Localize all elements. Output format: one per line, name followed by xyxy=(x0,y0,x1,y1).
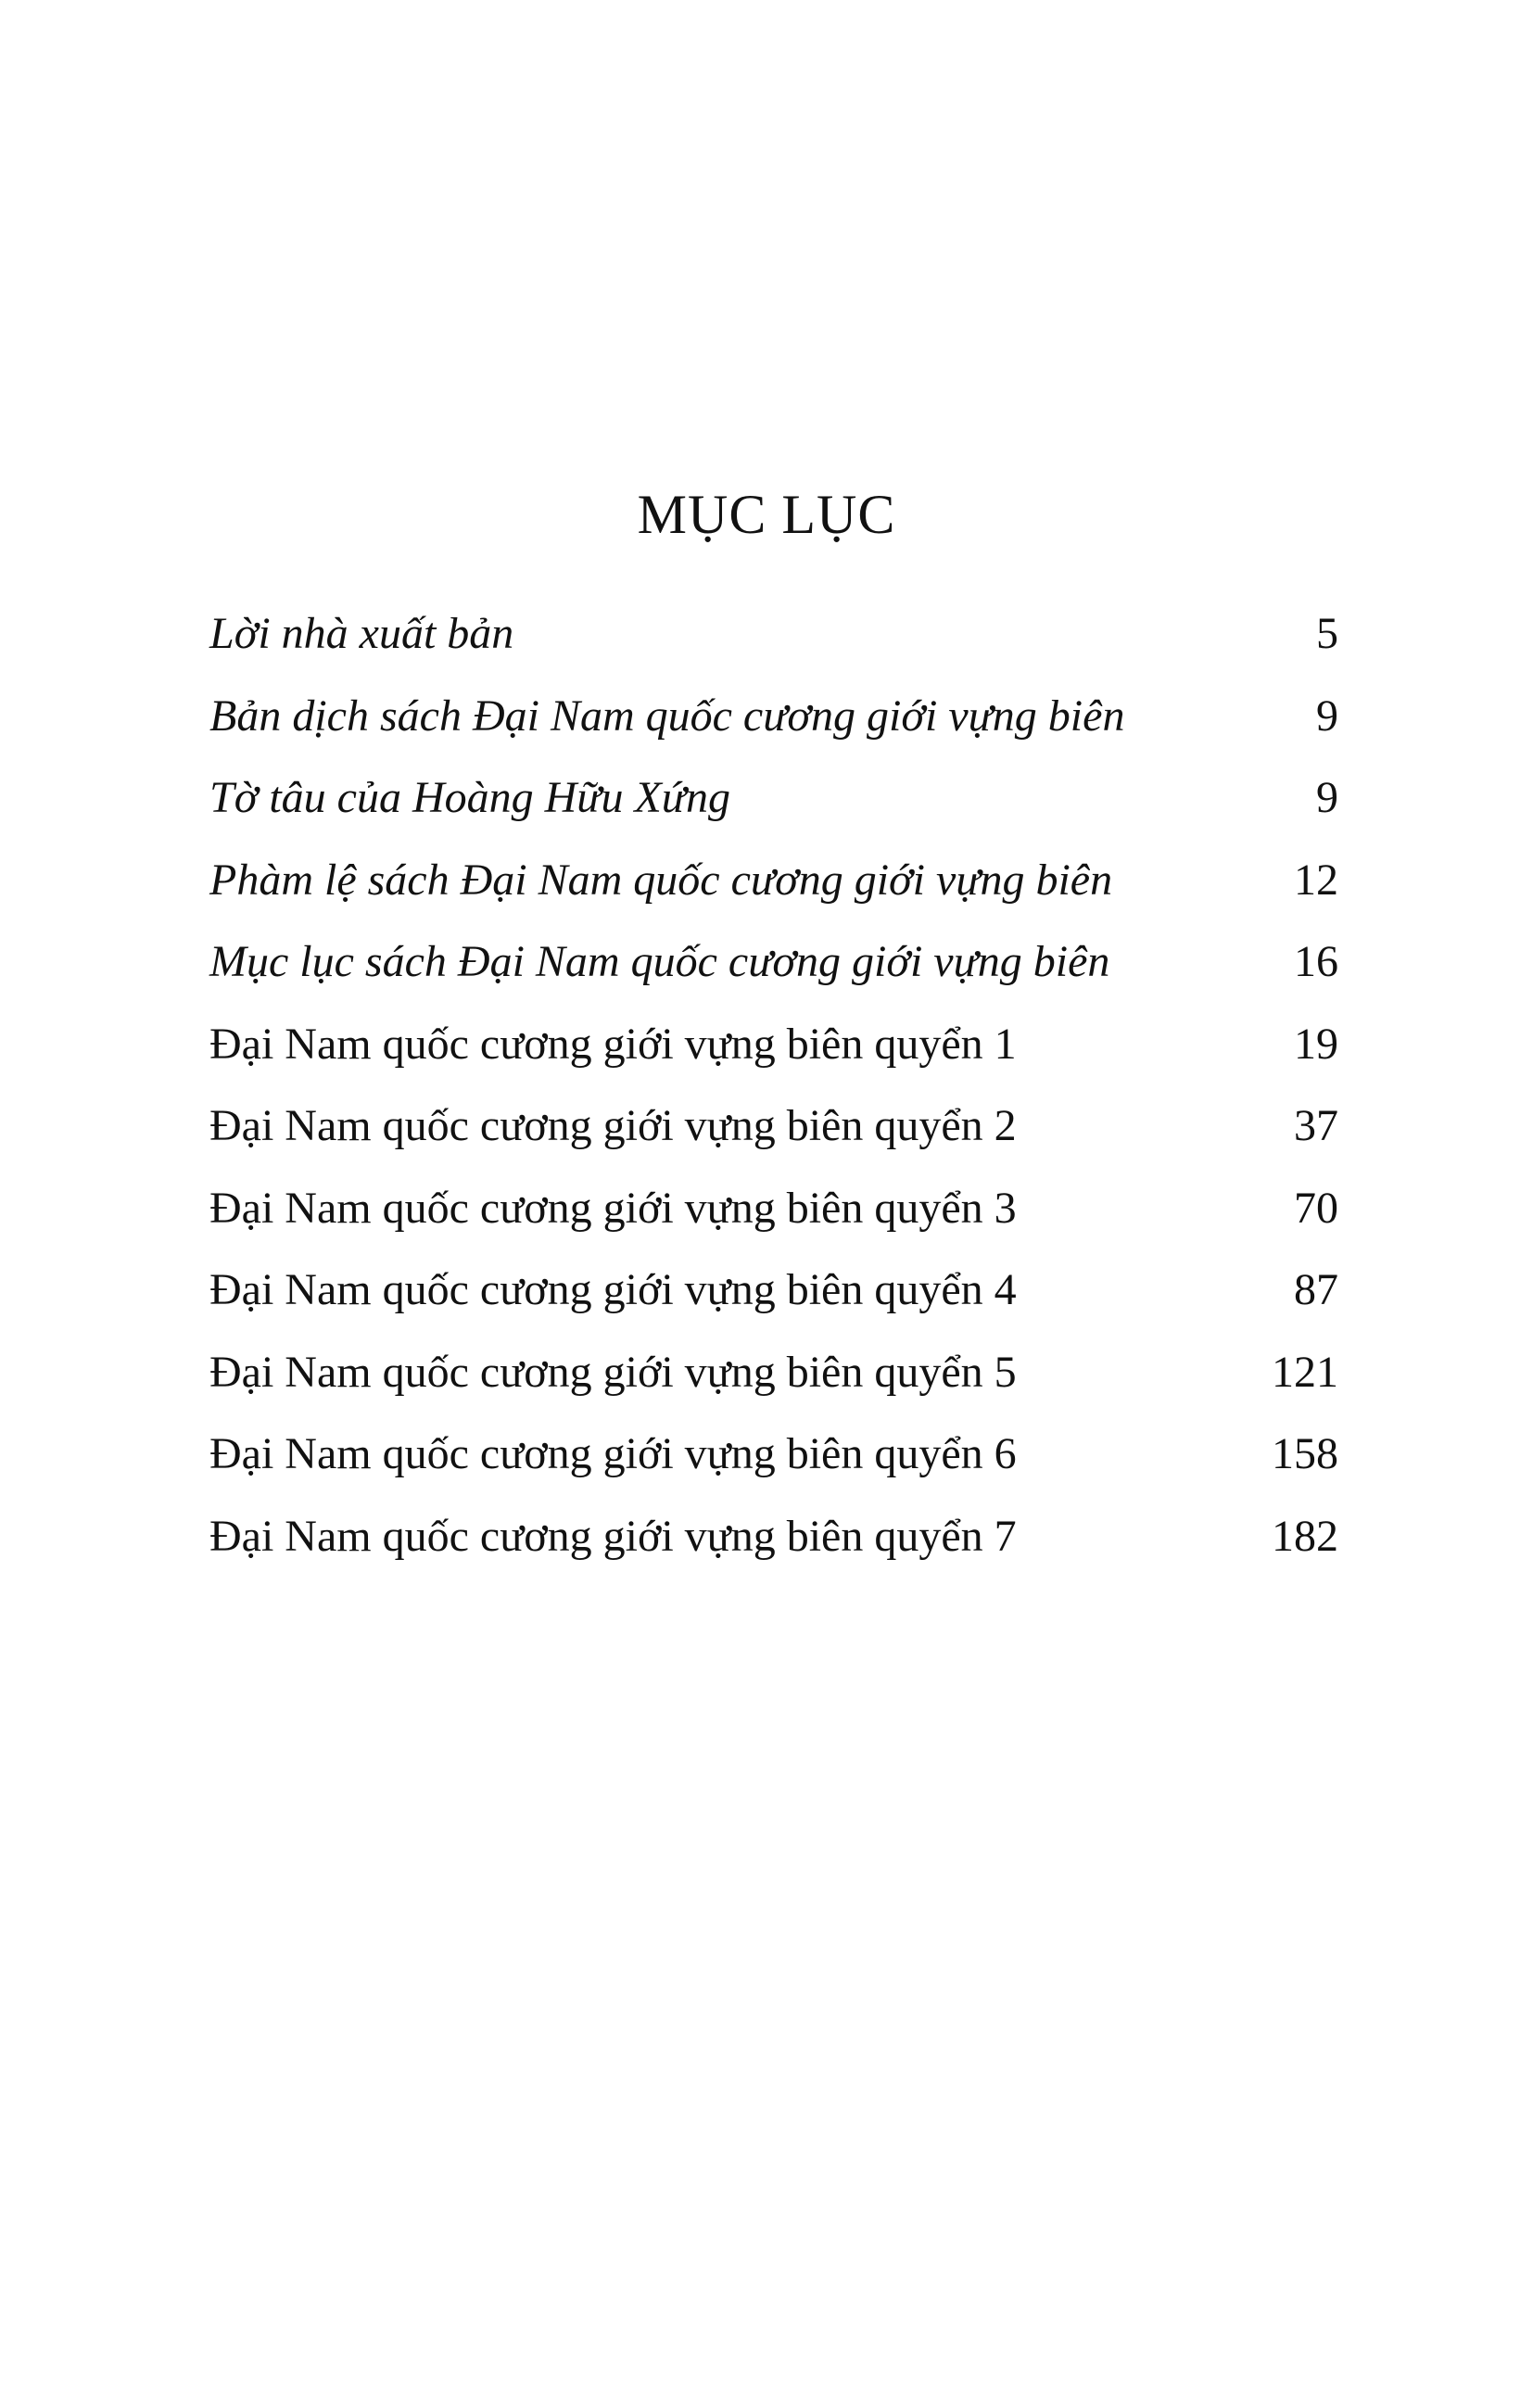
toc-entry-title: Phàm lệ sách Đại Nam quốc cương giới vựng biên xyxy=(209,855,1113,905)
toc-entry xyxy=(209,1496,1338,1578)
table-of-contents xyxy=(209,593,1338,1578)
toc-entry-page: 9 xyxy=(1316,691,1338,741)
toc-entry-page: 70 xyxy=(1294,1183,1338,1233)
toc-entry xyxy=(209,1168,1338,1250)
toc-entry-page: 19 xyxy=(1294,1019,1338,1069)
toc-entry-title: Đại Nam quốc cương giới vựng biên quyển 6 xyxy=(209,1429,1017,1478)
toc-entry-page: 37 xyxy=(1294,1101,1338,1150)
toc-entry xyxy=(209,1249,1338,1332)
toc-entry xyxy=(209,593,1338,676)
toc-entry-title: Tờ tâu của Hoàng Hữu Xứng xyxy=(209,773,730,822)
toc-entry xyxy=(209,676,1338,758)
toc-entry xyxy=(209,1085,1338,1168)
toc-entry-title: Bản dịch sách Đại Nam quốc cương giới vựng biên xyxy=(209,691,1125,741)
toc-entry xyxy=(209,1413,1338,1496)
toc-entry-page: 121 xyxy=(1272,1347,1338,1397)
toc-entry xyxy=(209,840,1338,922)
toc-entry-page: 158 xyxy=(1272,1429,1338,1478)
toc-entry xyxy=(209,1332,1338,1414)
toc-entry-title: Đại Nam quốc cương giới vựng biên quyển 5 xyxy=(209,1347,1017,1397)
toc-entry xyxy=(209,921,1338,1004)
page-title: MỤC LỤC xyxy=(637,484,896,545)
toc-entry-title: Mục lục sách Đại Nam quốc cương giới vựng biên xyxy=(209,937,1110,986)
toc-entry-page: 12 xyxy=(1294,855,1338,905)
toc-entry-title: Đại Nam quốc cương giới vựng biên quyển 4 xyxy=(209,1265,1017,1314)
toc-entry xyxy=(209,1004,1338,1086)
toc-entry xyxy=(209,757,1338,840)
toc-entry-page: 9 xyxy=(1316,773,1338,822)
toc-entry-title: Đại Nam quốc cương giới vựng biên quyển 7 xyxy=(209,1511,1017,1561)
toc-entry-page: 16 xyxy=(1294,937,1338,986)
toc-entry-title: Đại Nam quốc cương giới vựng biên quyển 2 xyxy=(209,1101,1017,1150)
toc-entry-title: Đại Nam quốc cương giới vựng biên quyển 1 xyxy=(209,1019,1017,1069)
toc-entry-page: 182 xyxy=(1272,1511,1338,1561)
toc-entry-title: Lời nhà xuất bản xyxy=(209,609,514,658)
toc-entry-page: 5 xyxy=(1316,609,1338,658)
toc-entry-title: Đại Nam quốc cương giới vựng biên quyển 3 xyxy=(209,1183,1017,1233)
toc-entry-page: 87 xyxy=(1294,1265,1338,1314)
